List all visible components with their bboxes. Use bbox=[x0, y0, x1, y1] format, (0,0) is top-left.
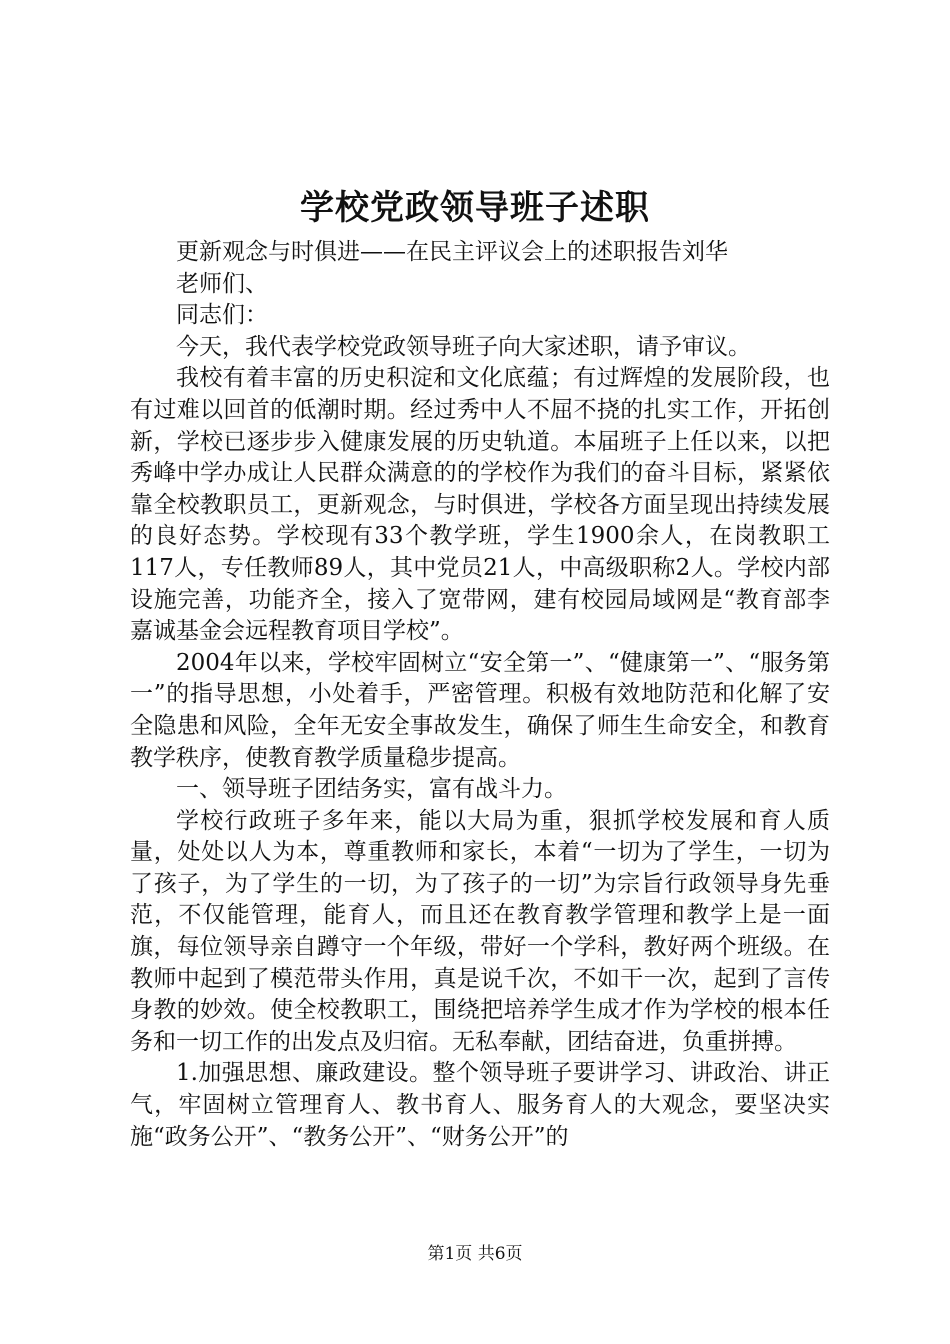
paragraph-salutation-2: 同志们： bbox=[176, 302, 268, 329]
paragraph-leadership: 学校行政班子多年来，能以大局为重，狠抓学校发展和育人质量，处处以人为本，尊重教师和家长，本着“一切为了学生，一切为了孩子，为了学生的一切，为了孩子的一切”为宗旨行政领导身先垂范，不仅能管理，能育人，而且还在教育教学管理和教学上是一面旗，每位领导亲自蹲守一个年级，带好一个学科，教好两个班级。在教师中起到了模范带头作用，真是说千次，不如干一次，起到了言传身教的妙效。使全校教职工，围绕把培养学生成才作为学校的根本任务和一切工作的出发点及归宿。无私奉献，团结奋进，负重拼搏。 bbox=[130, 807, 830, 1055]
paragraph-intro: 今天，我代表学校党政领导班子向大家述职，请予审议。 bbox=[176, 333, 751, 360]
paragraph-safety: 2004年以来，学校牢固树立“安全第一”、“健康第一”、“服务第一”的指导思想，小处着手，严密管理。积极有效地防范和化解了安全隐患和风险，全年无安全事故发生，确保了师生生命安全，和教育教学秩序，使教育教学质量稳步提高。 bbox=[130, 649, 830, 771]
paragraph-salutation-1: 老师们、 bbox=[176, 270, 268, 297]
paragraph-item-1: 1.加强思想、廉政建设。整个领导班子要讲学习、讲政治、讲正气，牢固树立管理育人、教书育人、服务育人的大观念，要坚决实施“政务公开”、“教务公开”、“财务公开”的 bbox=[130, 1060, 830, 1150]
page-number-footer: 第1页 共6页 bbox=[427, 1244, 523, 1264]
document-title: 学校党政领导班子述职 bbox=[300, 188, 650, 228]
paragraph-heading-1: 一、领导班子团结务实，富有战斗力。 bbox=[176, 776, 567, 803]
paragraph-subtitle: 更新观念与时俱进——在民主评议会上的述职报告刘华 bbox=[176, 239, 728, 265]
paragraph-school-overview: 我校有着丰富的历史积淀和文化底蕴；有过辉煌的发展阶段，也有过难以回首的低潮时期。经过秀中人不屈不挠的扎实工作，开拓创新，学校已逐步步入健康发展的历史轨道。本届班子上任以来，以把秀峰中学办成让人民群众满意的的学校作为我们的奋斗目标，紧紧依靠全校教职员工，更新观念，与时俱进，学校各方面呈现出持续发展的良好态势。学校现有33个教学班，学生1900余人，在岗教职工117人，专任教师89人，其中党员21人，中高级职称2人。学校内部设施完善，功能齐全，接入了宽带网，建有校园局域网是“教育部李嘉诚基金会远程教育项目学校”。 bbox=[130, 365, 830, 645]
document-body bbox=[130, 237, 830, 1153]
